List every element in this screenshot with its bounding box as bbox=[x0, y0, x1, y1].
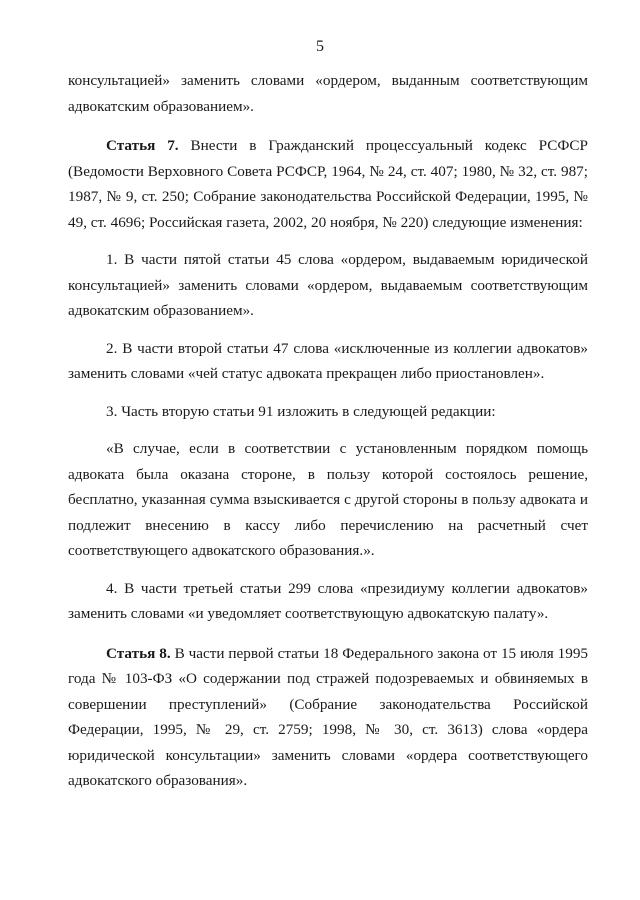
article-7-paragraph bbox=[68, 133, 588, 235]
article-7-heading: Статья 7. bbox=[106, 137, 179, 154]
article-7-text: Внести в Гражданский процессуальный кодекс РСФСР (Ведомости Верховного Совета РСФСР, 1964, № 24, ст. 407; 1980, № 32, ст. 987; 1987, № 9, ст. 250; Собрание законодательства Российской Федерации, 1995, № 49, ст. 4696; Российская газета, 2002, 20 ноября, № 220) следующие изменения: bbox=[68, 137, 589, 231]
article-7-item-3: 3. Часть вторую статьи 91 изложить в следующей редакции: bbox=[106, 402, 496, 420]
article-7-item-1: 1. В части пятой статьи 45 слова «ордером, выдаваемым юридической консультацией» заменить словами «ордером, выдаваемым соответствующим адвокатским образованием». bbox=[68, 251, 588, 319]
article-7-item-4: 4. В части третьей статьи 299 слова «президиуму коллегии адвокатов» заменить словами «и уведомляет соответствующую адвокатскую палату». bbox=[68, 579, 588, 622]
article-8-paragraph bbox=[68, 641, 588, 794]
article-8-text: В части первой статьи 18 Федерального закона от 15 июля 1995 года № 103-ФЗ «О содержании под стражей подозреваемых и обвиняемых в совершении преступлений» (Собрание законодательства Российской Федерации, 1995, № 29, ст. 2759; 1998, № 30, ст. 3613) слова «ордера юридической консультации» заменить словами «ордера соответствующего адвокатского образования». bbox=[68, 644, 589, 789]
page-number: 5 bbox=[316, 38, 324, 55]
document-body bbox=[68, 68, 588, 794]
article-8-heading: Статья 8. bbox=[106, 644, 171, 662]
continuation-paragraph: консультацией» заменить словами «ордером, выданным соответствующим адвокатским образованием». bbox=[68, 72, 588, 115]
article-7-item-2: 2. В части второй статьи 47 слова «исключенные из коллегии адвокатов» заменить словами «чей статус адвоката прекращен либо приостановлен». bbox=[68, 339, 588, 382]
article-7-quoted-text: «В случае, если в соответствии с установленным порядком помощь адвоката была оказана стороне, в пользу которой состоялось решение, бесплатно, указанная сумма взыскивается с другой стороны в пользу адвоката и подлежит внесению в кассу либо перечислению на расчетный счет соответствующего адвокатского образования.». bbox=[68, 440, 588, 559]
